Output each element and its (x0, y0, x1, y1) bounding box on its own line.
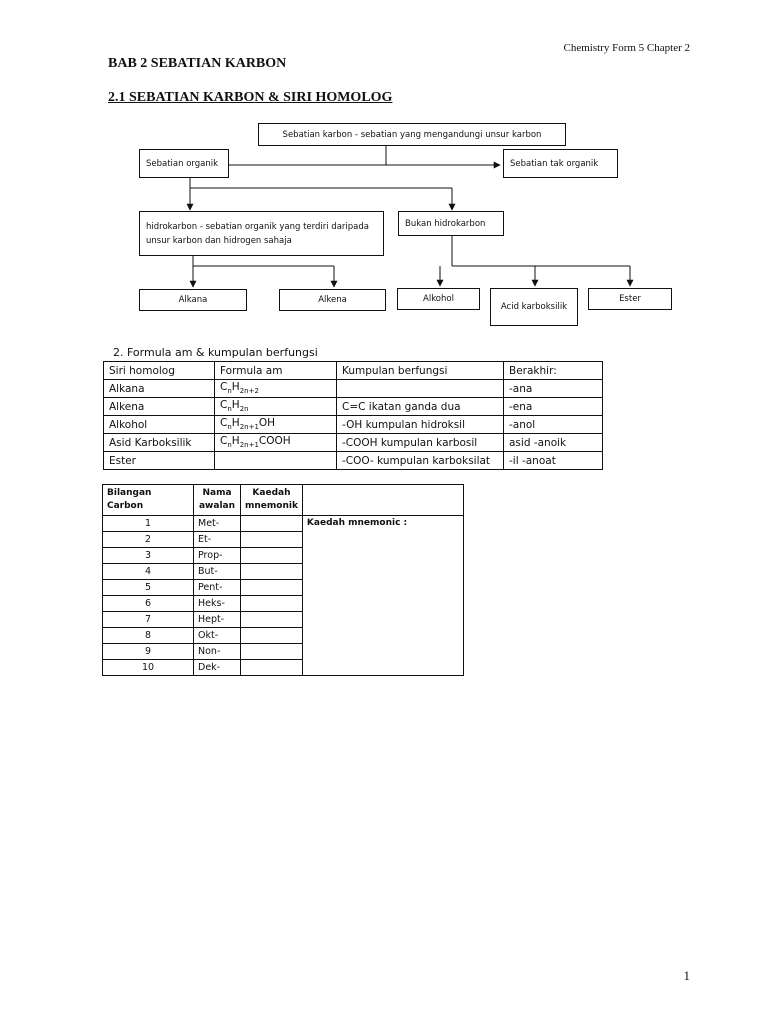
carbon-count-cell: 7 (103, 612, 194, 628)
series-cell: Alkena (104, 398, 215, 416)
formula-cell: $C_nH_{2n+1}COOH$ (215, 434, 337, 452)
mnemonic-cell (241, 644, 303, 660)
node-alcohol: Alkohol (397, 288, 480, 310)
mnemonic-cell (241, 564, 303, 580)
group-cell: C=C ikatan ganda dua (337, 398, 504, 416)
node-hydrocarbon: hidrokarbon - sebatian organik yang terdiri daripada unsur karbon dan hidrogen sahaja (139, 211, 384, 256)
header-mnemonic: Kaedah mnemonik (241, 485, 303, 516)
section2-title: 2. Formula am & kumpulan berfungsi (113, 346, 318, 359)
node-non-hydrocarbon: Bukan hidrokarbon (398, 211, 504, 236)
mnemonic-cell (241, 596, 303, 612)
prefix-cell: Pent- (194, 580, 241, 596)
series-cell: Alkana (104, 380, 215, 398)
node-carboxylic-acid: Acid karboksilik (490, 288, 578, 326)
mnemonic-notes-cell: Kaedah mnemonic : (302, 516, 463, 676)
carbon-count-cell: 8 (103, 628, 194, 644)
mnemonic-cell (241, 580, 303, 596)
header-cell: Formula am (215, 362, 337, 380)
carbon-count-cell: 6 (103, 596, 194, 612)
group-cell (337, 380, 504, 398)
ending-cell: asid -anoik (504, 434, 603, 452)
group-cell: -OH kumpulan hidroksil (337, 416, 504, 434)
formula-table (103, 361, 603, 470)
mnemonic-cell (241, 532, 303, 548)
table-row (104, 398, 603, 416)
node-ester: Ester (588, 288, 672, 310)
chapter-title: BAB 2 SEBATIAN KARBON (108, 56, 287, 71)
formula-cell (215, 452, 337, 470)
ending-cell: -ena (504, 398, 603, 416)
prefix-cell: Okt- (194, 628, 241, 644)
prefix-cell: But- (194, 564, 241, 580)
ending-cell: -anol (504, 416, 603, 434)
table-row (104, 452, 603, 470)
running-header: Chemistry Form 5 Chapter 2 (563, 42, 690, 54)
header-blank (302, 485, 463, 516)
header-prefix: Nama awalan (194, 485, 241, 516)
table-row (104, 380, 603, 398)
mnemonic-cell (241, 548, 303, 564)
prefix-cell: Non- (194, 644, 241, 660)
formula-cell: $C_nH_{2n+2}$ (215, 380, 337, 398)
header-carbon-count: Bilangan Carbon (103, 485, 194, 516)
header-cell: Kumpulan berfungsi (337, 362, 504, 380)
table-row (103, 516, 464, 532)
series-cell: Alkohol (104, 416, 215, 434)
ending-cell: -il -anoat (504, 452, 603, 470)
mnemonic-cell (241, 516, 303, 532)
table-row (104, 416, 603, 434)
group-cell: -COO- kumpulan karboksilat (337, 452, 504, 470)
node-alkene: Alkena (279, 289, 386, 311)
formula-cell: $C_nH_{2n+1}OH$ (215, 416, 337, 434)
series-cell: Ester (104, 452, 215, 470)
node-carbon-compounds: Sebatian karbon - sebatian yang mengandungi unsur karbon (258, 123, 566, 146)
page-number: 1 (683, 968, 690, 983)
carbon-count-cell: 2 (103, 532, 194, 548)
formula-table-header (104, 362, 603, 380)
header-cell: Berakhir: (504, 362, 603, 380)
prefix-cell: Met- (194, 516, 241, 532)
prefix-cell: Prop- (194, 548, 241, 564)
prefix-table (102, 484, 464, 676)
carbon-count-cell: 10 (103, 660, 194, 676)
group-cell: -COOH kumpulan karbosil (337, 434, 504, 452)
formula-cell: $C_nH_{2n}$ (215, 398, 337, 416)
prefix-cell: Heks- (194, 596, 241, 612)
header-cell: Siri homolog (104, 362, 215, 380)
node-alkane: Alkana (139, 289, 247, 311)
series-cell: Asid Karboksilik (104, 434, 215, 452)
node-inorganic: Sebatian tak organik (503, 149, 618, 178)
prefix-cell: Dek- (194, 660, 241, 676)
mnemonic-cell (241, 628, 303, 644)
carbon-count-cell: 9 (103, 644, 194, 660)
ending-cell: -ana (504, 380, 603, 398)
carbon-count-cell: 3 (103, 548, 194, 564)
section-title: 2.1 SEBATIAN KARBON & SIRI HOMOLOG (108, 90, 393, 105)
mnemonic-cell (241, 612, 303, 628)
node-organic: Sebatian organik (139, 149, 229, 178)
carbon-count-cell: 1 (103, 516, 194, 532)
table-row (104, 434, 603, 452)
carbon-count-cell: 4 (103, 564, 194, 580)
mnemonic-cell (241, 660, 303, 676)
prefix-cell: Hept- (194, 612, 241, 628)
prefix-cell: Et- (194, 532, 241, 548)
carbon-count-cell: 5 (103, 580, 194, 596)
